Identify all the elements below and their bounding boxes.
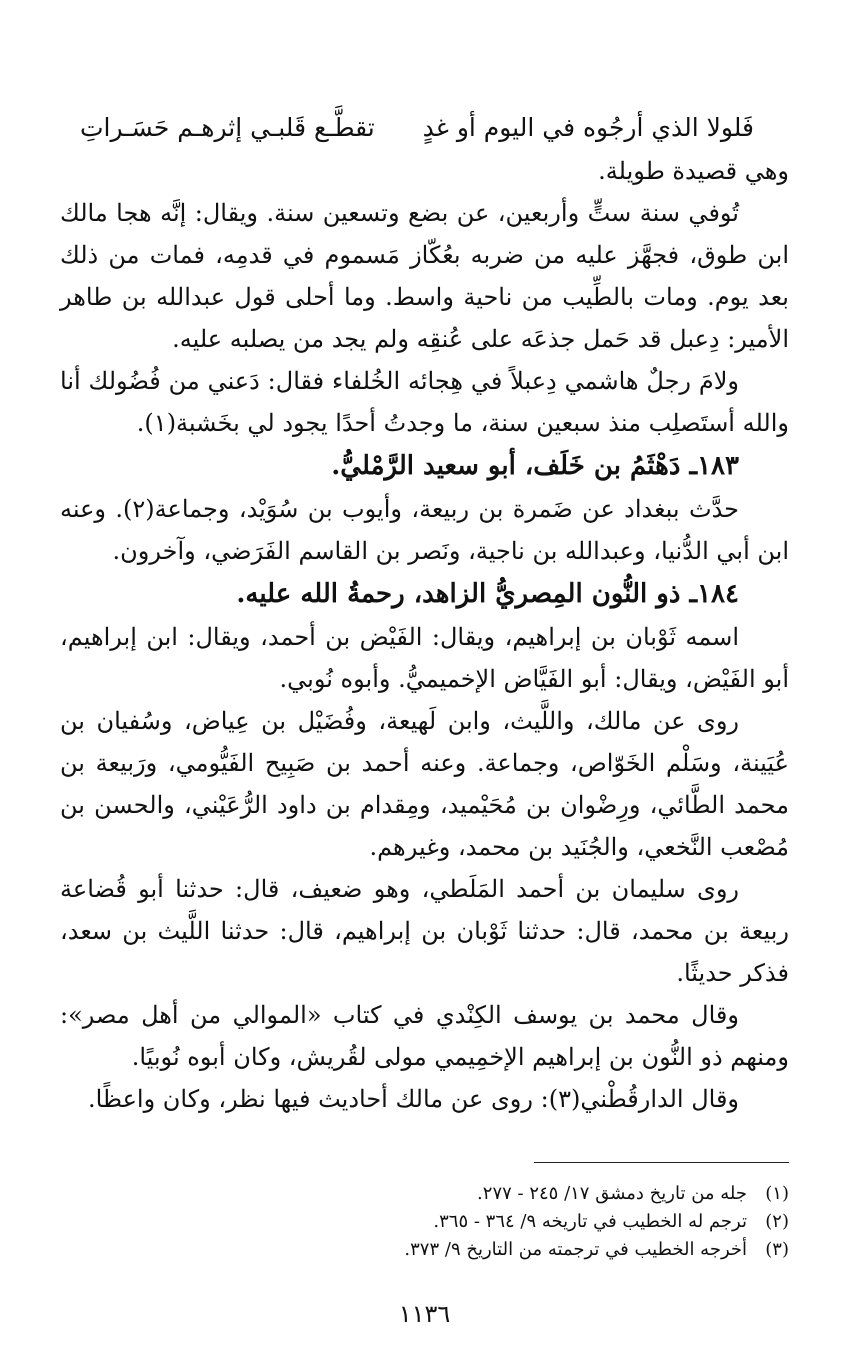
footnote-text: ترجم له الخطيب في تاريخه ٩/ ٣٦٤ - ٣٦٥. [433,1211,747,1232]
footnote [60,1208,789,1236]
paragraph: ولامَ رجلٌ هاشمي دِعبلاً في هِجائه الخُلفاء فقال: دَعني من فُضُولك أنا والله أستَصلِب منذ سبعين سنة، ما وجدتُ أحدًا يجود لي بخَشبة(١). [60,367,789,437]
footnote-number: (١) [765,1183,789,1204]
poem-first-hemistich: فَلولا الذي أرجُوه في اليوم أو غدٍ [422,112,754,142]
paragraph: اسمه ثَوْبان بن إبراهيم، ويقال: الفَيْض بن أحمد، ويقال: ابن إبراهيم، أبو الفَيْض، ويقال: أبو الفَيَّاض الإخميميُّ. وأبوه نُوبي. [60,623,789,693]
footnote-number: (٣) [765,1239,789,1260]
footnote [60,1180,789,1208]
paragraph: روى عن مالك، واللَّيث، وابن لَهيعة، وفُضَيْل بن عِياض، وسُفيان بن عُيَينة، وسَلْم الخَوّاص، وجماعة. وعنه أحمد بن صَبِيح الفَيُّومي، ورَبيعة بن محمد الطَّائي، ورِضْوان بن مُحَيْميد، ومِقدام بن داود الرُّعَيْني، والحسن بن مُصْعب النَّخعي، والجُنَيد بن محمد، وغيرهم. [60,707,789,861]
entry-heading: ١٨٣ـ دَهْثَمُ بن خَلَف، أبو سعيد الرَّمْليُّ. [331,451,739,481]
paragraph: حدَّث ببغداد عن ضَمرة بن ربيعة، وأيوب بن سُوَيْد، وجماعة(٢). وعنه ابن أبي الدُّنيا، وعبدالله بن ناجية، ونَصر بن القاسم الفَرَضي، وآخرون. [60,495,789,565]
footnote-text: جله من تاريخ دمشق ١٧/ ٢٤٥ - ٢٧٧. [477,1183,747,1204]
page-number: ١١٣٦ [398,1300,451,1328]
paragraph: وقال محمد بن يوسف الكِنْدي في كتاب «الموالي من أهل مصر»: ومنهم ذو النُّون بن إبراهيم الإخمِيمي مولى لقُريش، وكان أبوه نُوبيًا. [60,1001,789,1071]
poem-second-hemistich: تقطَّـع قَلبـي إثرهـم حَسَـراتِ [80,112,375,142]
footnotes [60,1180,789,1264]
footnote-separator [534,1162,789,1163]
footnote-number: (٢) [765,1211,789,1232]
paragraph: روى سليمان بن أحمد المَلَطي، وهو ضعيف، قال: حدثنا أبو قُضاعة ربيعة بن محمد، قال: حدثنا ثَوْبان بن إبراهيم، قال: حدثنا اللَّيث بن سعد، فذكر حديثًا. [60,875,789,987]
poem-verse [80,104,754,150]
paragraph: وقال الدارقُطْني(٣): روى عن مالك أحاديث فيها نظر، وكان واعظًا. [87,1085,739,1113]
footnote-text: أخرجه الخطيب في ترجمته من التاريخ ٩/ ٣٧٣. [404,1239,747,1260]
paragraph: تُوفي سنة ستٍّ وأربعين، عن بضع وتسعين سنة. ويقال: إنَّه هجا مالك ابن طوق، فجهَّز عليه من ضربه بعُكّاز مَسموم في قدمِه، فمات من ذلك بعد يوم. ومات بالطِّيب من ناحية واسط. وما أحلى قول عبدالله بن طاهر الأمير: دِعبل قد حَمل جذعَه على عُنقِه ولم يجد من يصلبه عليه. [60,199,789,353]
footnote [60,1236,789,1264]
entry-heading: ١٨٤ـ ذو النُّون المِصريُّ الزاهد، رحمةُ الله عليه. [236,579,739,609]
main-text [60,150,789,1120]
paragraph: وهي قصيدة طويلة. [598,157,789,185]
